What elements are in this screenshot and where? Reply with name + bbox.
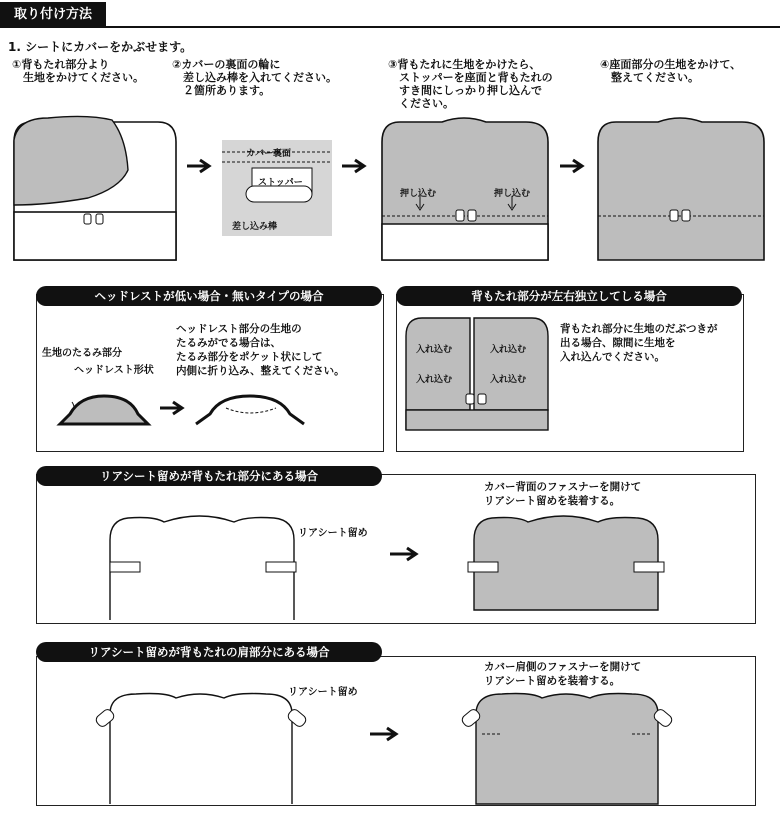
headrest-before-illustration <box>60 388 150 430</box>
arrow-right-icon <box>390 546 424 562</box>
page-title: 取り付け方法 <box>0 2 106 28</box>
split-backrest-note: 背もたれ部分に生地のだぶつきが 出る場合、隙間に生地を 入れ込んでください。 <box>560 323 718 363</box>
push-in-label-left: 押し込む <box>400 189 437 199</box>
rear-fastener-back-title: リアシート留めが背もたれ部分にある場合 <box>36 466 382 486</box>
push-in-label-right: 押し込む <box>494 189 531 199</box>
insert-label-4: 入れ込む <box>490 375 527 385</box>
rear-back-note: カバー背面のファスナーを開けて リアシート留めを装着する。 <box>484 481 642 507</box>
rear-shoulder-after-illustration <box>462 690 672 804</box>
rear-fastener-label-2: リアシート留め <box>288 687 358 698</box>
stopper-label: ストッパー <box>258 178 303 188</box>
headrest-shape-label: ヘッドレスト形状 <box>74 365 154 376</box>
split-backrest-panel-title: 背もたれ部分が左右独立してしる場合 <box>396 286 742 306</box>
arrow-right-icon <box>342 158 370 174</box>
step-3-text: ③背もたれに生地をかけたら、 ストッパーを座面と背もたれの すき間にしっかり押し込んで ください。 <box>388 58 553 110</box>
step-1-text: ①背もたれ部分より 生地をかけてください。 <box>12 58 144 84</box>
seat-step4-illustration <box>592 112 770 262</box>
insert-rod-label: 差し込み棒 <box>232 222 278 232</box>
step-2-text: ②カバーの裏面の輪に 差し込み棒を入れてください。 ２箇所あります。 <box>172 58 337 97</box>
rear-back-after-illustration <box>468 510 664 610</box>
headrest-panel-title: ヘッドレストが低い場合・無いタイプの場合 <box>36 286 382 306</box>
step-4-text: ④座面部分の生地をかけて、 整えてください。 <box>600 58 742 84</box>
cover-back-label: カバー裏面 <box>246 149 292 159</box>
insert-label-3: 入れ込む <box>416 375 453 385</box>
slack-label: 生地のたるみ部分 <box>42 348 122 359</box>
arrow-right-icon <box>560 158 588 174</box>
seat-step1-illustration <box>8 110 183 262</box>
arrow-right-icon <box>370 726 404 742</box>
headrest-after-illustration <box>196 388 306 430</box>
section-heading: 1. シートにカバーをかぶせます。 <box>8 40 193 54</box>
arrow-right-icon <box>187 158 215 174</box>
arrow-right-icon <box>160 400 188 416</box>
rear-shoulder-before-illustration <box>96 690 306 804</box>
rear-back-before-illustration <box>104 510 300 620</box>
title-underline <box>0 26 780 28</box>
insert-label-1: 入れ込む <box>416 345 453 355</box>
headrest-note: ヘッドレスト部分の生地の たるみがでる場合は、 たるみ部分をポケット状にして 内側に折り込み、整えてください。 <box>176 323 345 377</box>
rear-fastener-label-1: リアシート留め <box>298 528 368 539</box>
rear-fastener-shoulder-title: リアシート留めが背もたれの肩部分にある場合 <box>36 642 382 662</box>
rear-shoulder-note: カバー肩側のファスナーを開けて リアシート留めを装着する。 <box>484 661 642 687</box>
insert-label-2: 入れ込む <box>490 345 527 355</box>
